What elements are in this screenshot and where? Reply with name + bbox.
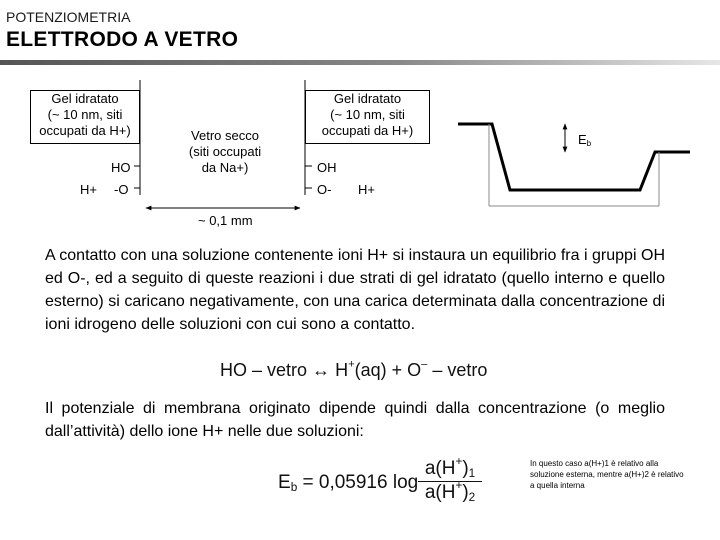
page-title: ELETTRODO A VETRO (6, 28, 239, 51)
paragraph-equilibrium: A contatto con una soluzione contenente ioni H+ si instaura un equilibrio fra i gruppi OH ed O-, ed a seguito di queste reazioni i due strati di gel idratato (quello interno e quello esterno) si caricano negativamente, con una carica determinata dalla concentrazione di ioni idrogeno delle soluzioni con cui sono a contatto. (45, 247, 665, 333)
paragraph-potential: Il potenziale di membrana originato dipende quindi dalla concentrazione (o meglio dall’attività) dello ione H+ nelle due soluzioni: (45, 400, 665, 440)
o-minus-right-label: O- (317, 182, 332, 197)
h-plus-left-label: H+ (80, 182, 97, 197)
equilibrium-equation: HO – vetro ↔ H+(aq) + O– – vetro (220, 358, 488, 380)
h-plus-right-label: H+ (358, 182, 375, 197)
ho-label: HO (111, 160, 131, 175)
section-subtitle: POTENZIOMETRIA (6, 9, 131, 25)
header-divider (0, 60, 720, 65)
glass-label: Vetro secco (siti occupati da Na+) (188, 128, 262, 175)
right-gel-label: Gel idratato (~ 10 nm, siti occupati da H+) (305, 90, 430, 144)
o-minus-left-label: -O (114, 182, 129, 197)
activity-note: In questo caso a(H+)1 è relativo alla soluzione esterna, mentre a(H+)2 è relativo a quella interna (530, 459, 684, 490)
oh-label: OH (317, 160, 337, 175)
potential-label: $E_b$ (578, 132, 592, 148)
thickness-label: ~ 0,1 mm (198, 213, 253, 228)
potential-profile (458, 124, 690, 190)
membrane-diagram (0, 80, 720, 230)
left-gel-label: Gel idratato (~ 10 nm, siti occupati da H+) (30, 90, 140, 144)
